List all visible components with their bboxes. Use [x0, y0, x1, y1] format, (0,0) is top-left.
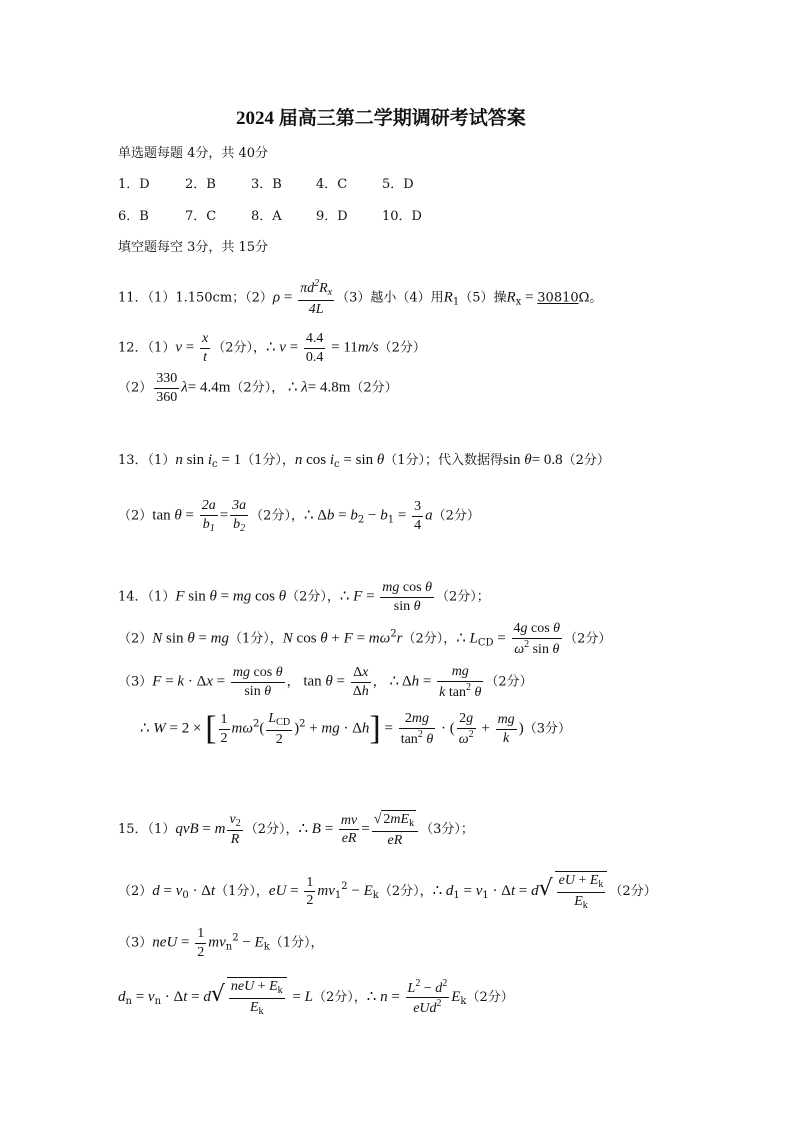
q11-line: 11．（1）1.150cm；（2）ρ = $\frac{\pi d^2R_x}{4L}$ （3）越小（4）用$R_1(5)$操$R_x = 30810\Omega$。: [118, 278, 603, 317]
q14-line-4: ∴ W = 2 × [ $\frac{1}{2}$ $m\omega^2$( $\frac{L_{CD}}{2}$ )$^2$ + mg · Δh] = $\frac{2mg}{\tan^2 \theta}$ · ( $\frac{2g}{\omega^2}$ + $\frac{mg}{k}$ )（3分）: [140, 710, 571, 747]
q14-line-1: 14．（1）F sin θ = mg cos θ（2分），∴ F = $\frac{\text{mg cos θ}}{\text{sin θ}}$ （2分）；: [118, 580, 490, 614]
q14-line-2: （2）N sin θ = mg（1分），N $\cos \theta + F = m\omega^2r(2$分），∴ $L_{CD}$ = $\frac{\text{4g cos θ}}{\omega^2 \sin \theta}$ （2分）: [118, 621, 612, 657]
answer-4: 4．C: [316, 177, 348, 192]
answer-5: 5．D: [382, 177, 414, 192]
page-title: 2024 届高三第二学期调研考试答案: [236, 108, 526, 129]
answer-7: 7．C: [185, 209, 217, 224]
q15-line-2: $(2)d = v_0 \cdot \Delta t(1$分），eU = $\frac{1}{2}$ $mv_1^2 - E_k(2$分），∴ $d_1 = v_1 \cdot \Delta t = d√$ $\frac{eU + E_k}{E_k}$ （2分）: [118, 873, 657, 911]
answer-1: 1．D: [118, 177, 150, 192]
q13-line-1: 13．（1）n $\sin i_c = 1(1$分），n $\cos i_c = \sin \theta(1$分）；代入数据得sin θ= 0.8（2分）: [118, 452, 610, 470]
q13-line-2: （2）tan θ = $\frac{2a}{b_1}$ = $\frac{3a}{b_2}$ （2分），∴ $\Delta b = b_2 - b_1$ = $\frac{3}{4}$ a（2分）: [118, 498, 480, 534]
answer-9: 9．D: [316, 209, 348, 224]
q11-fraction: $\frac{\pi d^2R_x}{4L}$: [300, 278, 333, 317]
answer-2: 2．B: [185, 177, 216, 192]
q12-line-1: 12．（1）v = $\frac{x}{t}$ （2分），∴ v = $\frac{4.4}{0.4}$ = 11m/s（2分）: [118, 331, 426, 365]
answer-6: 6．B: [118, 209, 149, 224]
section-fill-blank: 填空题每空 3分，共 15分: [118, 240, 269, 255]
q15-line-1: 15．（1）qvB = m $\frac{v_2}{R}$ （2分），∴ B = $\frac{mv}{eR}$ = $\frac{√ 2mE_k}{eR}$ （3分）；: [118, 811, 474, 848]
q15-line-4: $d_n = v_n \cdot \Delta t = d√$ $\frac{neU + E_k}{E_k}$ = L（2分），∴ n = $\frac{L^2 - d^2}{eUd^2}$ $E_k(2$分）: [118, 977, 514, 1017]
q15-line-3: （3）neU = $\frac{1}{2}$ $mv_n^2 - E_k(1$分），: [118, 926, 324, 960]
answer-10: 10．D: [382, 209, 422, 224]
q11-resistance-value: 30810: [537, 290, 579, 306]
section-multiple-choice: 单选题每题 4分，共 40分: [118, 146, 269, 161]
answer-3: 3．B: [251, 177, 282, 192]
answer-8: 8．A: [251, 209, 282, 224]
q14-line-3: （3）F = k · Δx = $\frac{\text{mg cos θ}}{\text{sin θ}}$ ， tan θ = $\frac{\Delta x}{\Delta h}$ ， ∴ Δh = $\frac{mg}{k \tan^2 \theta}$ （2分）: [118, 664, 533, 700]
q12-line-2: （2） $\frac{330}{360}$ λ= 4.4m（2分）， ∴ λ= 4.8m（2分）: [118, 371, 398, 405]
